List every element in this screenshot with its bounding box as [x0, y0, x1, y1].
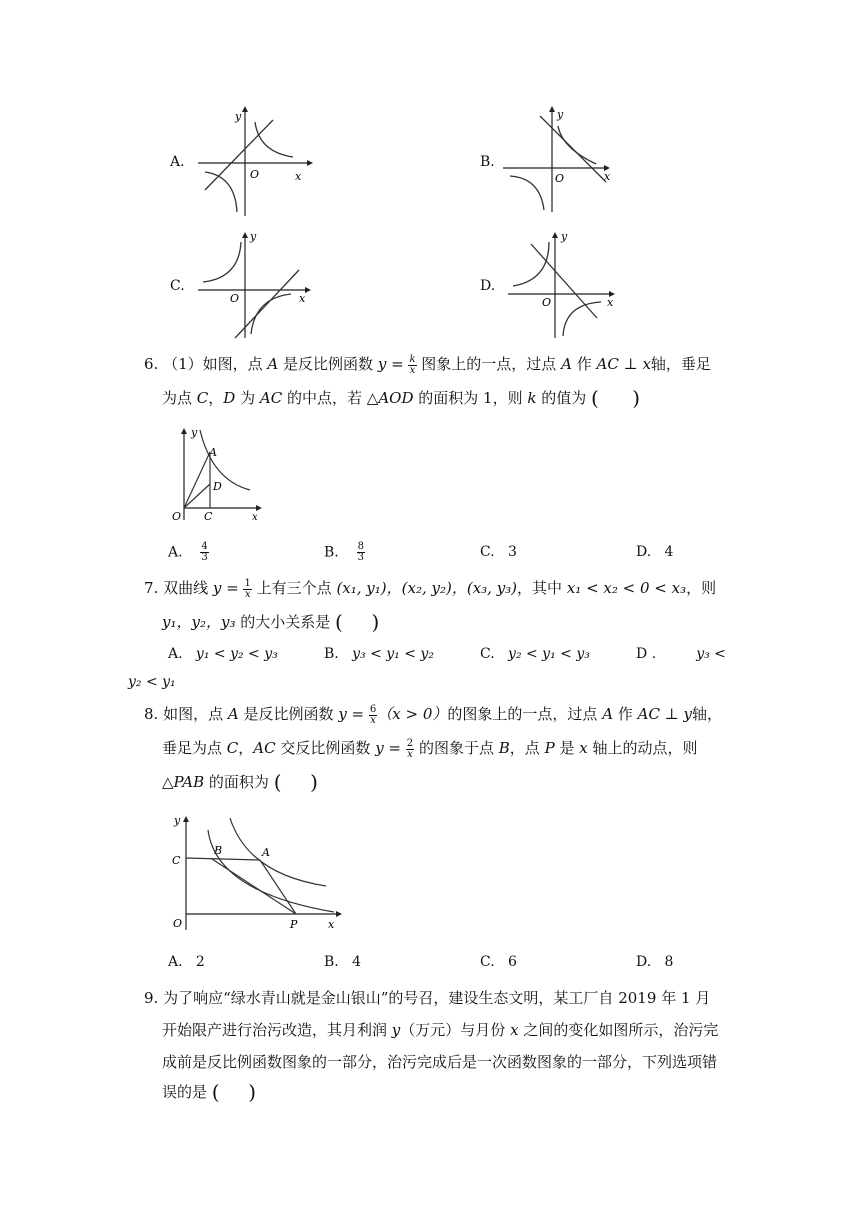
q6-fig-a: A: [209, 446, 217, 459]
q5-d-x-label: x: [607, 296, 614, 309]
q5-option-b-label: B.: [480, 154, 495, 170]
q5-graph-d: [505, 226, 625, 346]
q8-fig-a: A: [262, 846, 270, 859]
q8-fig-c: C: [172, 854, 181, 867]
q6-fig-d: D: [213, 480, 222, 493]
q5-graph-b: [500, 100, 620, 220]
q8-fig-y: y: [174, 814, 181, 827]
q6-figure: [168, 424, 268, 524]
q6-fig-y: y: [191, 426, 198, 439]
q5-option-a-label: A.: [170, 154, 185, 170]
q7-line-1: 7. 双曲线 y = $\frac{1}{x}$ 上有三个点 (x₁, y₁)，(x₂, y₂)，(x₃, y₃)，其中 x₁ < x₂ < 0 < x₃，则: [144, 577, 717, 600]
q6-fig-c: C: [204, 510, 213, 523]
q6-option-d[interactable]: D. 4: [636, 544, 674, 560]
q7-option-a[interactable]: A. y₁ < y₂ < y₃: [168, 646, 278, 662]
q7-option-d[interactable]: D . y₃ <: [636, 646, 726, 662]
q5-a-y-label: y: [235, 110, 242, 123]
q8-figure: [168, 812, 350, 936]
q6-option-a[interactable]: A. $\frac{4}{3}$: [168, 541, 208, 563]
q8-line-3: △PAB 的面积为 ( ): [162, 770, 318, 794]
q6-fig-x: x: [252, 512, 258, 523]
q6-fraction: $\frac{k}{x}$: [409, 353, 416, 376]
q8-fig-o: O: [173, 917, 183, 930]
q7-option-b[interactable]: B. y₃ < y₁ < y₂: [324, 646, 434, 662]
q7-option-d-continued: y₂ < y₁: [128, 674, 176, 690]
q8-option-c[interactable]: C. 6: [480, 954, 517, 970]
q6-option-b[interactable]: B. $\frac{8}{3}$: [324, 541, 364, 563]
q8-option-a[interactable]: A. 2: [168, 954, 205, 970]
q8-fig-b: B: [214, 844, 223, 857]
q8-option-b[interactable]: B. 4: [324, 954, 362, 970]
q5-option-d-label: D.: [480, 278, 496, 294]
q5-b-origin-label: O: [555, 172, 565, 185]
q5-c-x-label: x: [299, 292, 306, 305]
q5-b-y-label: y: [557, 108, 564, 121]
q7-option-c[interactable]: C. y₂ < y₁ < y₃: [480, 646, 590, 662]
q7-line-2: y₁，y₂，y₃ 的大小关系是 ( ): [162, 610, 380, 634]
q8-line-1: 8. 如图，点 A 是反比例函数 y = $\frac{6}{x}$ （x > 0）的图象上的一点，过点 A 作 AC ⊥ y轴，: [144, 703, 723, 726]
q5-option-c-label: C.: [170, 278, 185, 294]
q5-a-origin-label: O: [250, 168, 260, 181]
q5-graph-c: [195, 226, 315, 346]
q9-line-1: 9. 为了响应“绿水青山就是金山银山”的号召，建设生态文明，某工厂自 2019 年 1 月: [144, 989, 711, 1007]
q6-line-2: 为点 C，D 为 AC 的中点，若 △AOD 的面积为 1，则 k 的值为 ( ): [162, 386, 641, 410]
q5-b-x-label: x: [604, 170, 611, 183]
q8-option-d[interactable]: D. 8: [636, 954, 674, 970]
q6-option-c[interactable]: C. 3: [480, 544, 517, 560]
q9-line-4: 误的是 ( ): [162, 1080, 257, 1104]
q8-fig-p: P: [290, 918, 298, 931]
q6-line-1: 6. （1）如图，点 A 是反比例函数 y = $\frac{k}{x}$ 图象上的一点，过点 A 作 AC ⊥ x轴，垂足: [144, 353, 711, 376]
q5-c-y-label: y: [250, 230, 257, 243]
q8-line-2: 垂足为点 C，AC 交反比例函数 y = $\frac{2}{x}$ 的图象于点 B，点 P 是 x 轴上的动点，则: [162, 737, 698, 760]
q5-d-y-label: y: [561, 230, 568, 243]
q9-line-2: 开始限产进行治污改造，其月利润 y（万元）与月份 x 之间的变化如图所示，治污完: [162, 1021, 719, 1039]
q8-fig-x: x: [328, 918, 335, 931]
q5-graph-a: [195, 100, 315, 220]
q9-line-3: 成前是反比例函数图象的一部分，治污完成后是一次函数图象的一部分，下列选项错: [162, 1053, 718, 1071]
q5-d-origin-label: O: [542, 296, 552, 309]
q6-fig-o: O: [172, 510, 182, 523]
q5-c-origin-label: O: [230, 292, 240, 305]
q5-a-x-label: x: [295, 170, 302, 183]
